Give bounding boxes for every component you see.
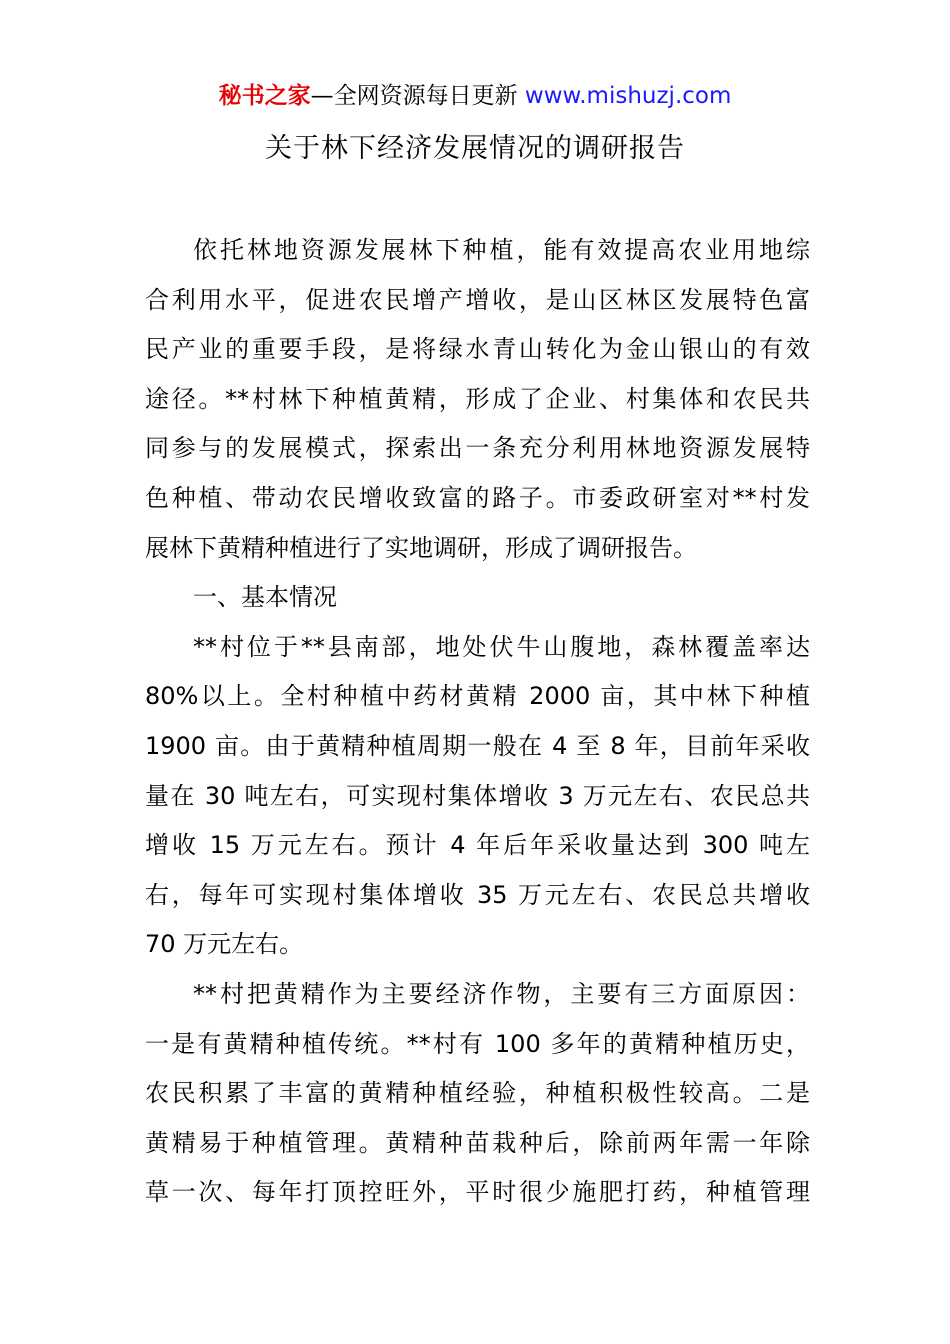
body-line: 70 万元左右。 bbox=[145, 930, 304, 959]
site-brand: 秘书之家 bbox=[218, 83, 311, 109]
body-line: 合利用水平，促进农民增产增收，是山区林区发展特色富 bbox=[145, 285, 810, 314]
body-line: 民产业的重要手段，是将绿水青山转化为金山银山的有效 bbox=[145, 335, 810, 364]
body-line: 农民积累了丰富的黄精种植经验，种植积极性较高。二是 bbox=[145, 1079, 810, 1108]
body-line: 量在 30 吨左右，可实现村集体增收 3 万元左右、农民总共 bbox=[145, 781, 810, 810]
body-line: 草一次、每年打顶控旺外，平时很少施肥打药，种植管理 bbox=[145, 1178, 810, 1207]
body-line: 途径。**村林下种植黄精，形成了企业、村集体和农民共 bbox=[145, 384, 810, 413]
body-line: 展林下黄精种植进行了实地调研，形成了调研报告。 bbox=[145, 533, 697, 562]
body-line: **村位于**县南部，地处伏牛山腹地，森林覆盖率达 bbox=[193, 632, 810, 661]
body-line: **村把黄精作为主要经济作物，主要有三方面原因： bbox=[193, 979, 810, 1008]
document-body bbox=[145, 226, 810, 1218]
body-line: 右，每年可实现村集体增收 35 万元左右、农民总共增收 bbox=[145, 880, 810, 909]
body-line: 色种植、带动农民增收致富的路子。市委政研室对**村发 bbox=[145, 483, 810, 512]
site-header bbox=[0, 80, 950, 112]
body-line: 80%以上。全村种植中药材黄精 2000 亩，其中林下种植 bbox=[145, 682, 810, 711]
body-line: 增收 15 万元左右。预计 4 年后年采收量达到 300 吨左 bbox=[145, 831, 810, 860]
body-line: 一是有黄精种植传统。**村有 100 多年的黄精种植历史， bbox=[145, 1029, 810, 1058]
body-line: 依托林地资源发展林下种植，能有效提高农业用地综 bbox=[193, 236, 810, 264]
site-url-link[interactable]: www.mishuzj.com bbox=[524, 83, 732, 109]
body-line: 1900 亩。由于黄精种植周期一般在 4 至 8 年，目前年采收 bbox=[145, 731, 810, 760]
body-line: 同参与的发展模式，探索出一条充分利用林地资源发展特 bbox=[145, 434, 810, 463]
body-line: 黄精易于种植管理。黄精种苗栽种后，除前两年需一年除 bbox=[145, 1128, 810, 1157]
document-title: 关于林下经济发展情况的调研报告 bbox=[265, 133, 685, 164]
section-heading: 一、基本情况 bbox=[193, 583, 337, 612]
site-tagline: —全网资源每日更新 bbox=[310, 83, 518, 109]
